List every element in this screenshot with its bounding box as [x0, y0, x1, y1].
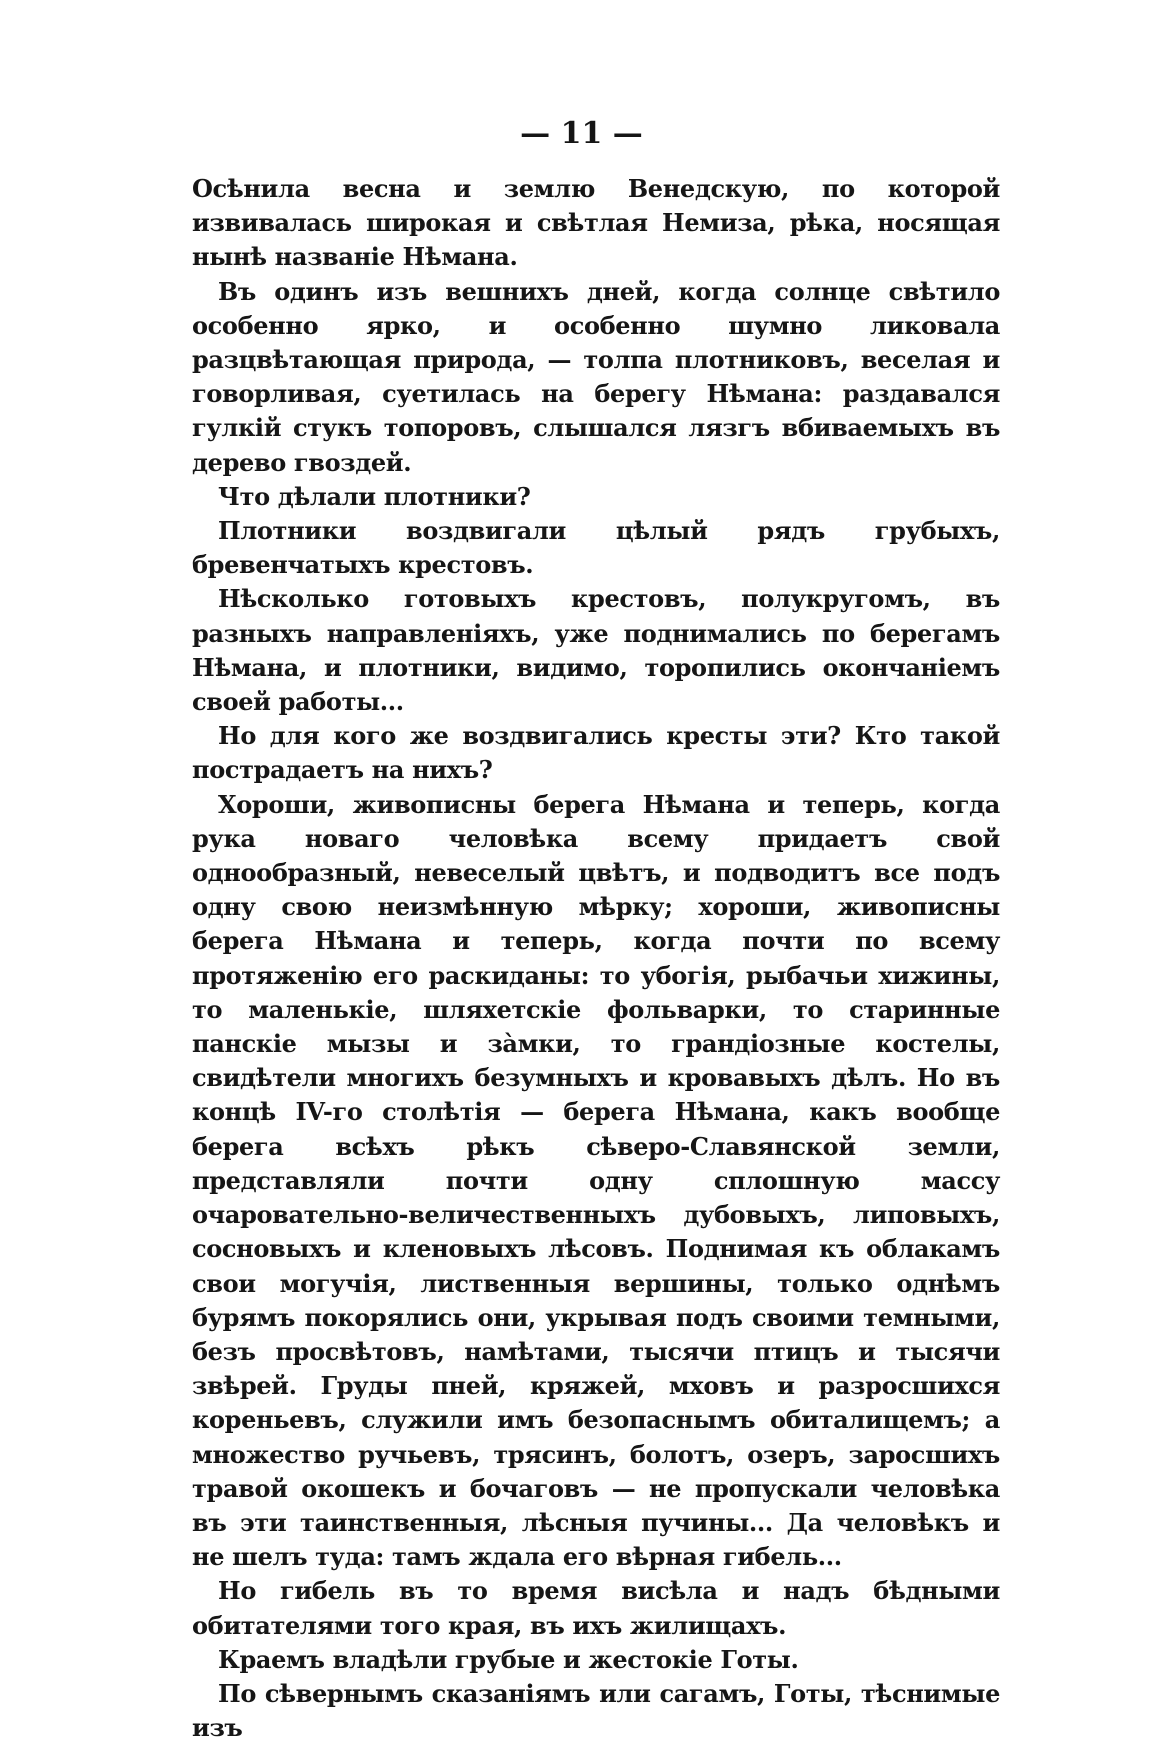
paragraph-9: Краемъ владѣли грубые и жестокіе Готы. — [218, 1644, 799, 1674]
paragraph-8: Но гибель въ то время висѣла и надъ бѣдными обитателями того края, въ ихъ жилищахъ. — [192, 1576, 1000, 1640]
paragraph-3: Что дѣлали плотники? — [218, 481, 531, 511]
paragraph-7: Хороши, живописны берега Нѣмана и теперь, когда рука новаго человѣка всему придаетъ свой однообразный, невеселый цвѣтъ, и подводитъ все подъ одну свою неизмѣнную мѣрку; хороши, живописны берега Нѣмана и теперь, когда почти по всему протяженію его раскиданы: то убогія, рыбачьи хижины, то маленькіе, шляхетскіе фольварки, то старинные панскіе мызы и зàмки, то грандіозные костелы, свидѣтели многихъ безумныхъ и кровавыхъ дѣлъ. Но въ концѣ IV-го столѣтія — берега Нѣмана, какъ вообще берега всѣхъ рѣкъ сѣверо-Славянской земли, представляли почти одну сплошную массу очаровательно-величественныхъ дубовыхъ, липовыхъ, сосновыхъ и кленовыхъ лѣсовъ. Поднимая къ облакамъ свои могучія, лиственныя вершины, только однѣмъ бурямъ покорялись они, укрывая подъ своими темными, безъ просвѣтовъ, намѣтами, тысячи птицъ и тысячи звѣрей. Груды пней, кряжей, мховъ и разросшихся кореньевъ, служили имъ безопаснымъ обиталищемъ; а множество ручьевъ, трясинъ, болотъ, озеръ, заросшихъ травой окошекъ и бочаговъ — не пропускали человѣка въ эти таинственныя, лѣсныя пучины... Да человѣкъ и не шелъ туда: тамъ ждала его вѣрная гибель... — [192, 789, 1000, 1572]
paragraph-10: По сѣвернымъ сказаніямъ или сагамъ, Готы, тѣснимые изъ — [192, 1678, 1000, 1743]
paragraph-6: Но для кого же воздвигались кресты эти? Кто такой пострадаетъ на нихъ? — [192, 721, 1000, 785]
body-text — [192, 172, 1000, 1745]
paragraph-4: Плотники воздвигали цѣлый рядъ грубыхъ, бревенчатыхъ крестовъ. — [192, 516, 1000, 580]
page-number: — 11 — — [520, 116, 643, 151]
paragraph-1: Осѣнила весна и землю Венедскую, по которой извивалась широкая и свѣтлая Немиза, рѣка, носящая нынѣ названіе Нѣмана. — [192, 174, 1000, 272]
paragraph-2: Въ одинъ изъ вешнихъ дней, когда солнце свѣтило особенно ярко, и особенно шумно ликовала разцвѣтающая природа, — толпа плотниковъ, веселая и говорливая, суетилась на берегу Нѣмана: раздавался гулкій стукъ топоровъ, слышался лязгъ вбиваемыхъ въ дерево гвоздей. — [192, 276, 1000, 477]
paragraph-5: Нѣсколько готовыхъ крестовъ, полукругомъ, въ разныхъ направленіяхъ, уже поднимались по берегамъ Нѣмана, и плотники, видимо, торопились окончаніемъ своей работы... — [192, 584, 1000, 717]
